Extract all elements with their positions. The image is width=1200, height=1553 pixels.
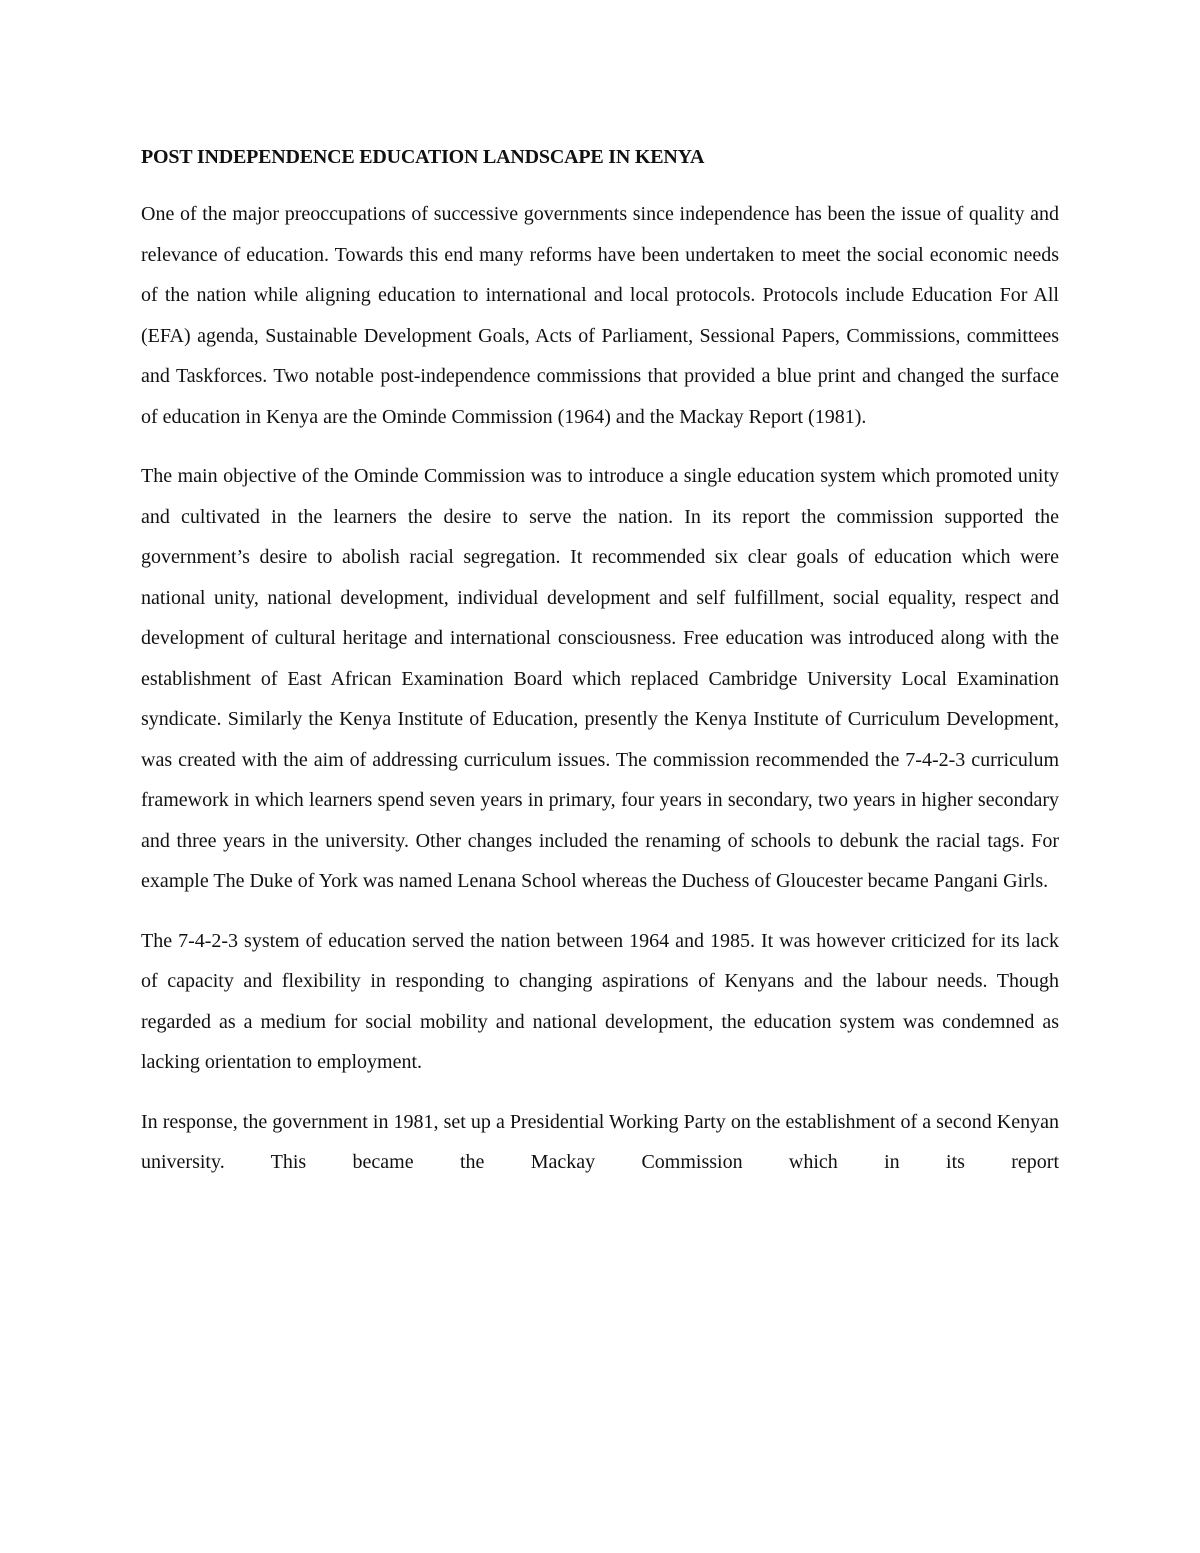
paragraph-3: The 7-4-2-3 system of education served the nation between 1964 and 1985. It was however criticized for its lack of capacity and flexibility in responding to changing aspirations of Kenyans and the labour needs. Though regarded as a medium for social mobility and national development, the education system was condemned as lacking orientation to employment. [141, 929, 1059, 1073]
document-body [141, 140, 1059, 1202]
paragraph-1: One of the major preoccupations of successive governments since independence has been the issue of quality and relevance of education. Towards this end many reforms have been undertaken to meet the social economic needs of the nation while aligning education to international and local protocols. Protocols include Education For All (EFA) agenda, Sustainable Development Goals, Acts of Parliament, Sessional Papers, Commissions, committees and Taskforces. Two notable post-independence commissions that provided a blue print and changed the surface of education in Kenya are the Ominde Commission (1964) and the Mackay Report (1981). [141, 203, 1059, 428]
paragraph-4: In response, the government in 1981, set up a Presidential Working Party on the establishment of a second Kenyan university. This became the Mackay Commission which in its report [141, 1110, 1059, 1173]
paragraph-2: The main objective of the Ominde Commission was to introduce a single education system which promoted unity and cultivated in the learners the desire to serve the nation. In its report the commission supported the government’s desire to abolish racial segregation. It recommended six clear goals of education which were national unity, national development, individual development and self fulfillment, social equality, respect and development of cultural heritage and international consciousness. Free education was introduced along with the establishment of East African Examination Board which replaced Cambridge University Local Examination syndicate. Similarly the Kenya Institute of Education, presently the Kenya Institute of Curriculum Development, was created with the aim of addressing curriculum issues. The commission recommended the 7-4-2-3 curriculum framework in which learners spend seven years in primary, four years in secondary, two years in higher secondary and three years in the university. Other changes included the renaming of schools to debunk the racial tags. For example The Duke of York was named Lenana School whereas the Duchess of Gloucester became Pangani Girls. [141, 465, 1059, 892]
document-title: POST INDEPENDENCE EDUCATION LANDSCAPE IN KENYA [141, 146, 705, 168]
